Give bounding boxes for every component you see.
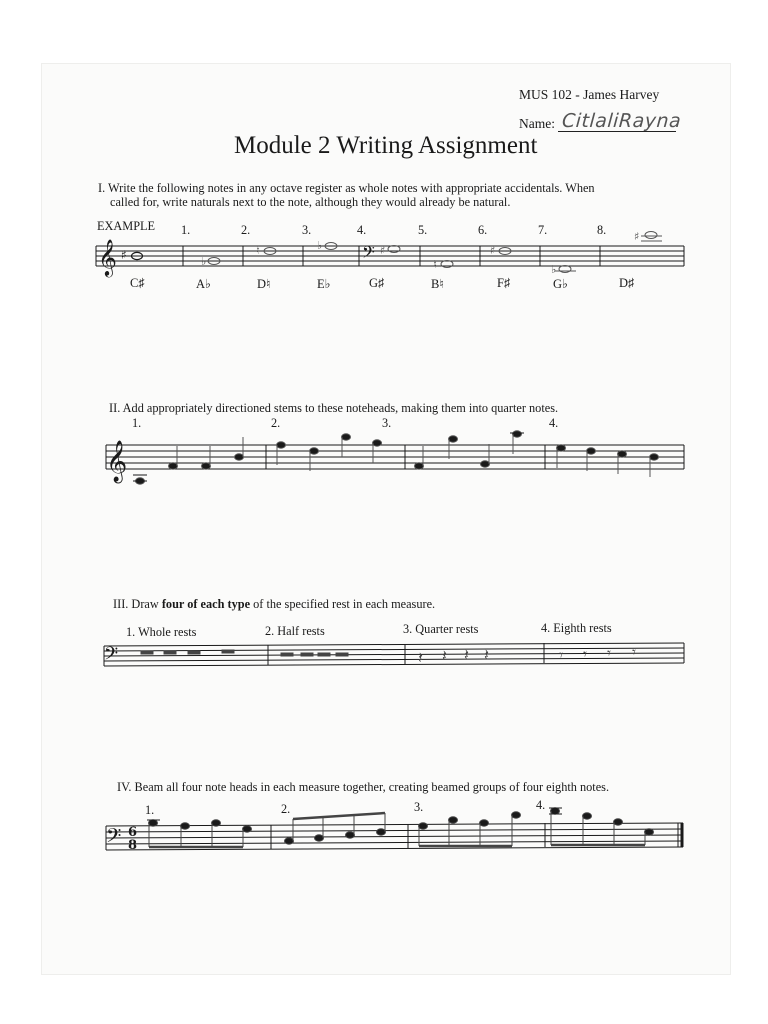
s1-measure-number: 8.	[597, 223, 607, 237]
rest-label: 3. Quarter rests	[403, 622, 479, 636]
svg-text:𝄾: 𝄾	[607, 644, 611, 662]
svg-text:𝄽: 𝄽	[464, 645, 469, 664]
svg-text:♭: ♭	[201, 255, 207, 268]
rest-label: 2. Half rests	[265, 624, 325, 638]
svg-text:♭: ♭	[551, 263, 557, 276]
s1-note-name: D♮	[257, 277, 271, 291]
s1-measure-number: 3.	[302, 223, 312, 237]
s2-measure-number: 1.	[132, 416, 142, 430]
name-label: Name:	[519, 116, 555, 131]
s1-measure-number: 1.	[181, 223, 191, 237]
svg-text:𝄾: 𝄾	[559, 646, 563, 664]
svg-text:♯: ♯	[634, 230, 640, 243]
student-name-handwritten: CitlaliRayna	[561, 110, 683, 132]
svg-text:𝄽: 𝄽	[442, 646, 447, 665]
page-title: Module 2 Writing Assignment	[234, 132, 538, 159]
s4-measure-number: 1.	[145, 803, 155, 817]
svg-text:♮: ♮	[433, 258, 437, 271]
svg-text:♯: ♯	[121, 248, 127, 262]
section3-instruction-bold: four of each type	[161, 597, 251, 611]
svg-text:𝄽: 𝄽	[418, 648, 423, 667]
section4-instruction: IV. Beam all four note heads in each measure together, creating beamed groups of four eighth notes.	[117, 780, 610, 794]
svg-text:♭: ♭	[317, 239, 323, 252]
rest-label: 1. Whole rests	[126, 625, 197, 639]
s1-measure-number: 5.	[418, 223, 428, 237]
svg-text:♮: ♮	[256, 244, 260, 257]
svg-text:♯: ♯	[490, 244, 496, 257]
s1-measure-number: 2.	[241, 223, 251, 237]
treble-clef: 𝄞	[98, 238, 117, 276]
s1-note-name: B♮	[431, 277, 444, 291]
time-signature-top: 6	[128, 825, 138, 840]
s1-note-name: G♭	[553, 277, 568, 291]
section2-staff	[106, 445, 684, 469]
rest-label: 4. Eighth rests	[541, 621, 612, 635]
course-title: MUS 102 - James Harvey	[519, 87, 660, 102]
s1-note-name: F♯	[497, 276, 511, 290]
s2-measure-number: 2.	[271, 416, 281, 430]
section3-instruction: III. Draw four of each type of the specified rest in each measure.	[113, 597, 436, 611]
section2-instruction: II. Add appropriately directioned stems to these noteheads, making them into quarter notes.	[109, 401, 559, 415]
bass-clef-s4: 𝄢	[106, 824, 122, 852]
example-note	[121, 248, 143, 262]
s4-measure-number: 2.	[281, 802, 291, 816]
svg-text:𝄾: 𝄾	[632, 643, 636, 661]
svg-text:𝄾: 𝄾	[583, 645, 587, 663]
s4-measure-number: 3.	[414, 800, 424, 814]
s1-note-name: D♯	[619, 276, 635, 290]
example-label: EXAMPLE	[97, 219, 156, 233]
s4-measure-number: 4.	[536, 798, 546, 812]
handwritten-notes-section1	[201, 230, 662, 276]
bass-clef-s3: 𝄢	[104, 644, 119, 669]
s1-measure-number: 7.	[538, 223, 548, 237]
time-signature-bottom: 8	[128, 838, 138, 853]
section1-instruction-line1: I. Write the following notes in any octave register as whole notes with appropriate accidentals. When	[98, 181, 595, 195]
s1-note-name: A♭	[196, 277, 211, 291]
section1-instruction-line2: called for, write naturals next to the note, although they would already be natural.	[110, 195, 511, 209]
s2-measure-number: 3.	[382, 416, 392, 430]
s1-note-name: C♯	[130, 276, 145, 290]
s2-measure-number: 4.	[549, 416, 559, 430]
bass-clef-s1: 𝄢	[362, 242, 375, 266]
s1-measure-number: 6.	[478, 223, 488, 237]
s1-note-name: E♭	[317, 277, 331, 291]
treble-clef-s2: 𝄞	[106, 441, 128, 482]
s1-note-name: G♯	[369, 276, 385, 290]
section1-staff	[96, 246, 684, 266]
s1-measure-number: 4.	[357, 223, 367, 237]
svg-text:♯: ♯	[380, 244, 386, 257]
svg-text:𝄽: 𝄽	[484, 645, 489, 664]
